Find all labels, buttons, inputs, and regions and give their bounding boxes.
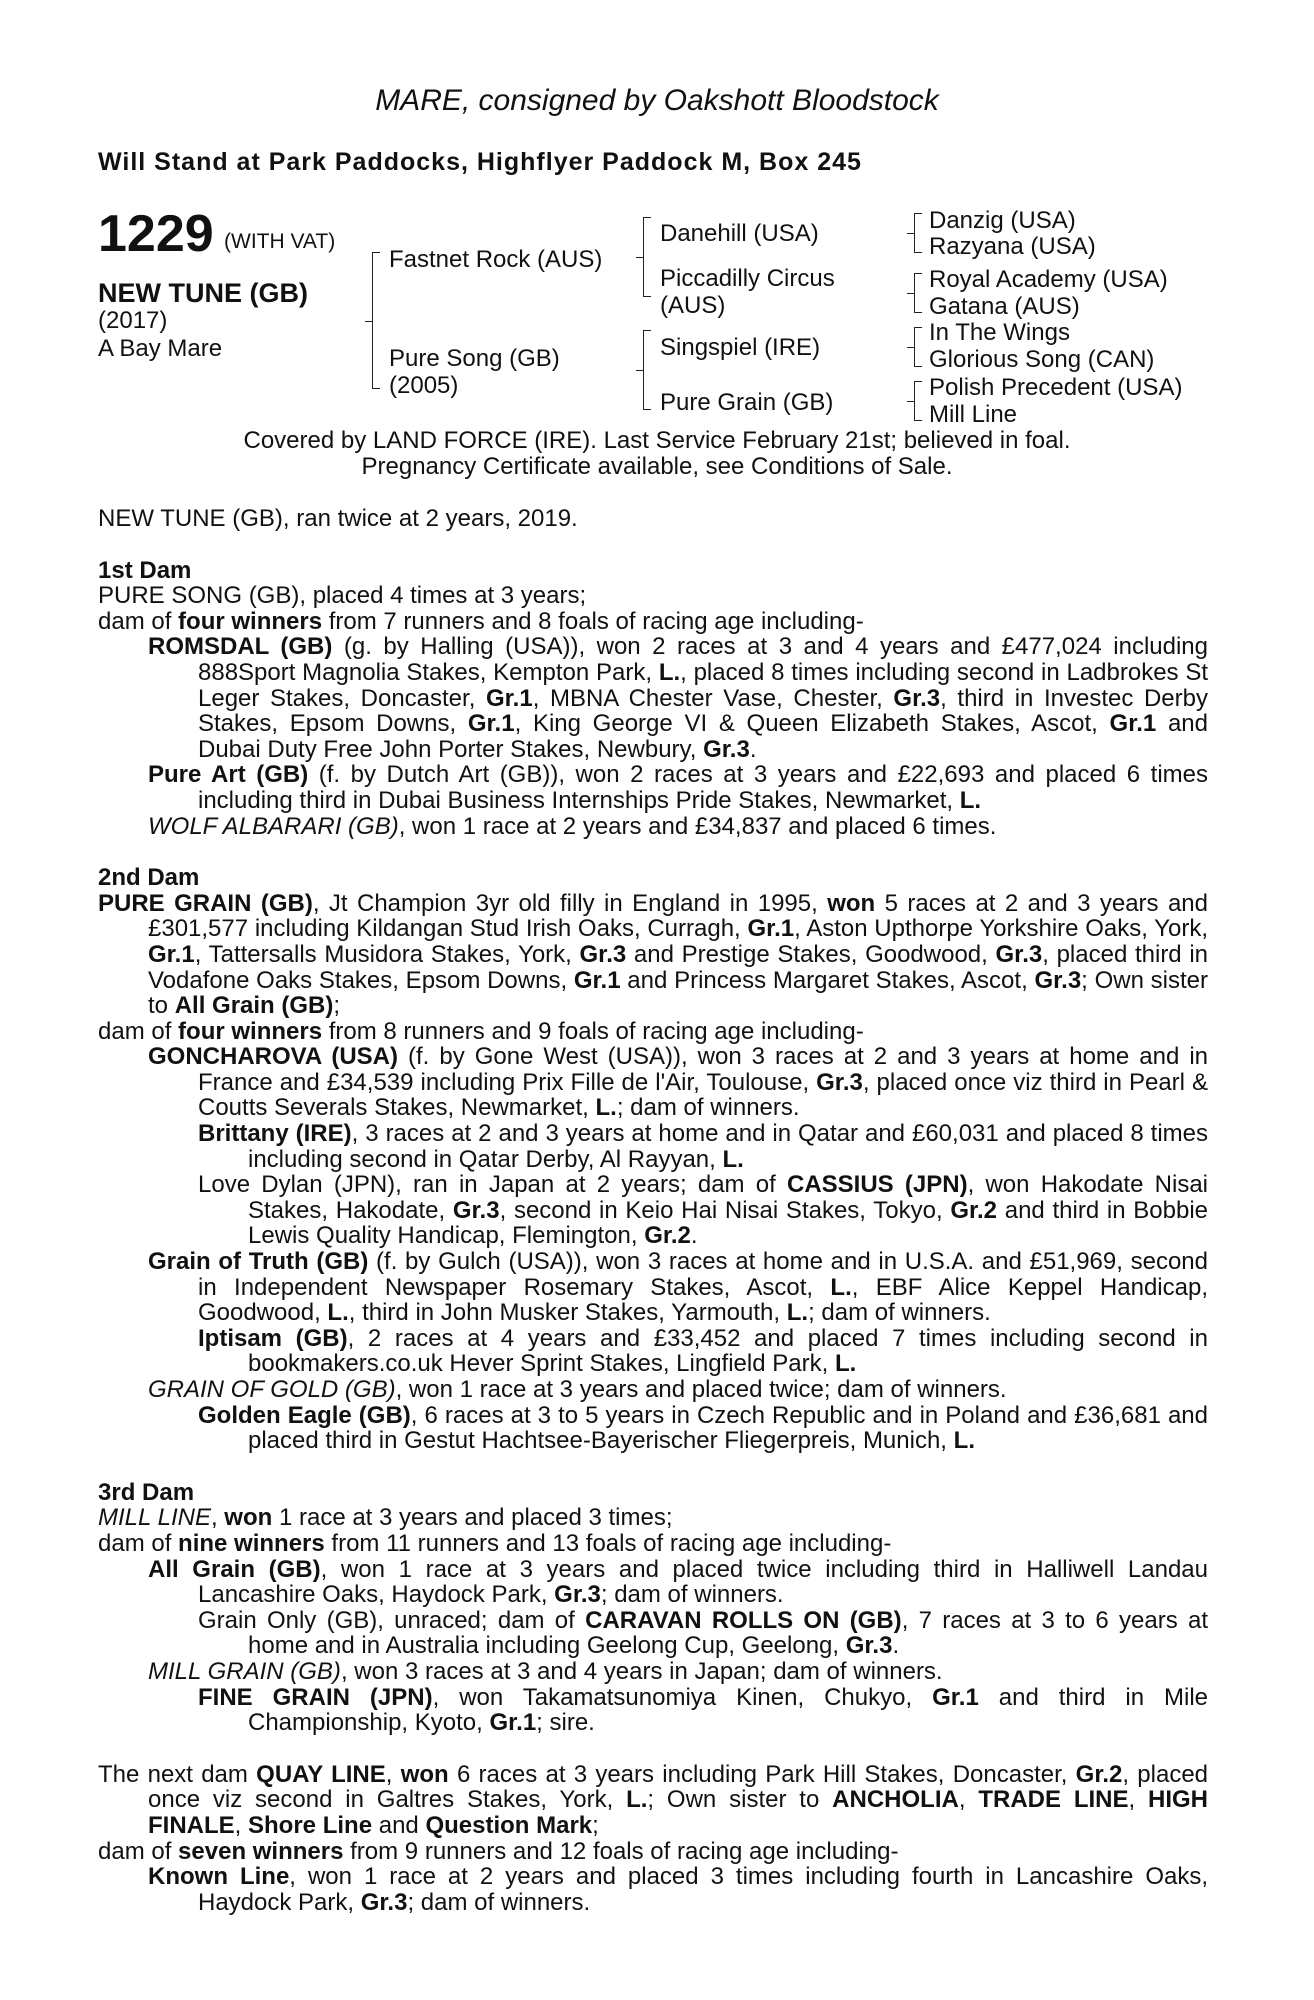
vat-note: (WITH VAT) (224, 230, 336, 253)
horse-name: NEW TUNE (GB) (98, 278, 308, 308)
produce-wolf-albarari: WOLF ALBARARI (GB), won 1 race at 2 years and £34,837 and placed 6 times. (148, 812, 997, 840)
produce-pure-art: Pure Art (GB) (f. by Dutch Art (GB)), won 2 races at 3 years and £22,693 and placed 6 times including third in Dubai Business Internships Pride Stakes, Newmarket, L. (148, 761, 1208, 814)
sire-dam-country: (AUS) (660, 292, 726, 319)
produce-goncharova: GONCHAROVA (USA) (f. by Gone West (USA)), won 3 races at 2 and 3 years at home and in France and £34,539 including Prix Fille de l'Air, Toulouse, Gr.3, placed once viz third in Pearl & Coutts Severals Stakes, Newmarket, L.; dam of winners. (148, 1043, 1209, 1122)
pedigree-brace (914, 327, 915, 367)
horse-year: (2017) (98, 307, 168, 334)
next-dam-line: The next dam QUAY LINE, won 6 races at 3 years including Park Hill Stakes, Doncaster, Gr.2, placed once viz second in Galtres Stakes, York, L.; Own sister to ANCHOLIA, TRADE LINE, HIGH FINALE, Shore Line and Question Mark; (98, 1760, 1209, 1839)
dam-year: (2005) (389, 372, 459, 399)
stand-location: Will Stand at Park Paddocks, Highflyer Paddock M, Box 245 (98, 148, 862, 176)
next-dam-produce: dam of seven winners from 9 runners and 12 foals of racing age including- (98, 1837, 899, 1865)
ancestor-6: Glorious Song (CAN) (929, 346, 1155, 373)
intro-line: NEW TUNE (GB), ran twice at 2 years, 2019. (98, 505, 578, 532)
pedigree-brace (914, 213, 915, 253)
produce-grain-only: Grain Only (GB), unraced; dam of CARAVAN ROLLS ON (GB), 7 races at 3 to 6 years at home and in Australia including Geelong Cup, Geelong, Gr.3. (198, 1606, 1208, 1660)
sire: Fastnet Rock (AUS) (389, 246, 603, 273)
produce-grain-of-gold: GRAIN OF GOLD (GB), won 1 race at 3 years and placed twice; dam of winners. (148, 1376, 1007, 1403)
ancestor-5: In The Wings (929, 319, 1070, 346)
sire-dam: Piccadilly Circus (660, 265, 835, 292)
dam-dam: Pure Grain (GB) (660, 389, 834, 416)
produce-known-line: Known Line, won 1 race at 2 years and placed 3 times including fourth in Lancashire Oaks, Haydock Park, Gr.3; dam of winners. (148, 1863, 1208, 1916)
ancestor-2: Razyana (USA) (929, 233, 1096, 260)
dam3-heading: 3rd Dam (98, 1478, 195, 1506)
dam3-produce: dam of nine winners from 11 runners and 13 foals of racing age including- (98, 1529, 892, 1557)
produce-romsdal: ROMSDAL (GB) (g. by Halling (USA)), won 2 races at 3 and 4 years and £477,024 including 888Sport Magnolia Stakes, Kempton Park, L., placed 8 times including second in Ladbrokes St Leger Stakes, Doncaster, Gr.1, MBNA Chester Vase, Chester, Gr.3, third in Investec Derby Stakes, Epsom Downs, Gr.1, King George VI & Queen Elizabeth Stakes, Ascot, Gr.1 and Dubai Duty Free John Porter Stakes, Newbury, Gr.3. (148, 633, 1209, 763)
horse-description: A Bay Mare (98, 335, 223, 362)
pedigree-brace (372, 252, 373, 389)
dam2-line: PURE GRAIN (GB), Jt Champion 3yr old filly in England in 1995, won 5 races at 2 and 3 years and £301,577 including Kildangan Stud Irish Oaks, Curragh, Gr.1, Aston Upthorpe Yorkshire Oaks, York, Gr.1, Tattersalls Musidora Stakes, York, Gr.3 and Prestige Stakes, Goodwood, Gr.3, placed third in Vodafone Oaks Stakes, Epsom Downs, Gr.1 and Princess Margaret Stakes, Ascot, Gr.3; Own sister to All Grain (GB); (98, 889, 1209, 1020)
consignment-line: MARE, consigned by Oakshott Bloodstock (375, 84, 939, 117)
ancestor-1: Danzig (USA) (929, 207, 1076, 234)
produce-fine-grain: FINE GRAIN (JPN), won Takamatsunomiya Kinen, Chukyo, Gr.1 and third in Mile Championship, Kyoto, Gr.1; sire. (198, 1683, 1208, 1737)
dam1-line: PURE SONG (GB), placed 4 times at 3 years; (98, 582, 587, 610)
race-record (98, 506, 1208, 1915)
lot-number: 1229 (98, 205, 214, 263)
produce-iptisam: Iptisam (GB), 2 races at 4 years and £33,452 and placed 7 times including second in bookmakers.co.uk Hever Sprint Stakes, Lingfield Park, L. (198, 1324, 1208, 1378)
produce-mill-grain: MILL GRAIN (GB), won 3 races at 3 and 4 years in Japan; dam of winners. (148, 1657, 943, 1685)
produce-all-grain: All Grain (GB), won 1 race at 3 years and placed twice including third in Halliwell Landau Lancashire Oaks, Haydock Park, Gr.3; dam of winners. (148, 1555, 1208, 1609)
dam1-produce: dam of four winners from 7 runners and 8 foals of racing age including- (98, 607, 864, 635)
produce-brittany: Brittany (IRE), 3 races at 2 and 3 years at home and in Qatar and £60,031 and placed 8 times including second in Qatar Derby, Al Rayyan, L. (198, 1120, 1209, 1173)
dam-sire: Singspiel (IRE) (660, 334, 821, 361)
pedigree-brace (643, 217, 644, 297)
pedigree-brace (914, 273, 915, 313)
produce-love-dylan: Love Dylan (JPN), ran in Japan at 2 years; dam of CASSIUS (JPN), won Hakodate Nisai Stakes, Hakodate, Gr.3, second in Keio Hai Nisai Stakes, Tokyo, Gr.2 and third in Bobbie Lewis Quality Handicap, Flemington, Gr.2. (198, 1171, 1209, 1250)
produce-golden-eagle: Golden Eagle (GB), 6 races at 3 to 5 years in Czech Republic and in Poland and £36,681 and placed third in Gestut Hachtsee-Bayerischer Fliegerpreis, Munich, L. (198, 1401, 1209, 1455)
pedigree-brace (914, 381, 915, 421)
sire-sire: Danehill (USA) (660, 220, 819, 247)
ancestor-3: Royal Academy (USA) (929, 266, 1168, 293)
dam2-produce: dam of four winners from 8 runners and 9 foals of racing age including- (98, 1017, 864, 1045)
cover-note: Covered by LAND FORCE (IRE). Last Service February 21st; believed in foal. (243, 427, 1071, 454)
dam1-heading: 1st Dam (98, 556, 192, 584)
dam: Pure Song (GB) (389, 345, 560, 372)
pedigree-brace (643, 330, 644, 410)
dam3-line: MILL LINE, won 1 race at 3 years and placed 3 times; (98, 1504, 673, 1532)
pregnancy-note: Pregnancy Certificate available, see Conditions of Sale. (361, 453, 953, 480)
dam2-heading: 2nd Dam (98, 864, 200, 892)
ancestor-8: Mill Line (929, 401, 1018, 428)
ancestor-7: Polish Precedent (USA) (929, 374, 1183, 401)
produce-grain-of-truth: Grain of Truth (GB) (f. by Gulch (USA)), won 3 races at home and in U.S.A. and £51,969, second in Independent Newspaper Rosemary Stakes, Ascot, L., EBF Alice Keppel Handicap, Goodwood, L., third in John Musker Stakes, Yarmouth, L.; dam of winners. (148, 1248, 1208, 1327)
ancestor-4: Gatana (AUS) (929, 293, 1080, 320)
